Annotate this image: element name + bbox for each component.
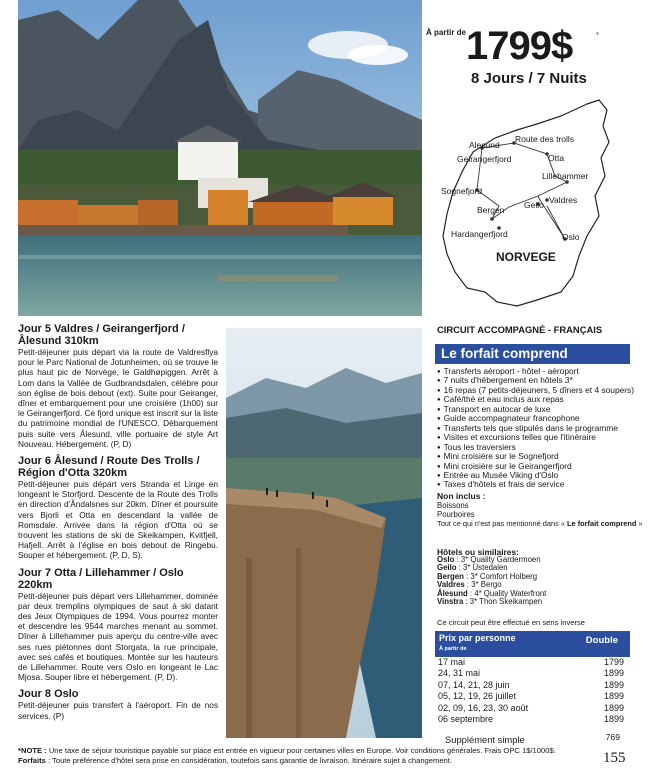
non-inclus-title: Non inclus : bbox=[437, 491, 486, 501]
price-table-header bbox=[435, 631, 630, 657]
day-text: Petit-déjeuner puis départ vers Stranda et Linge en longeant le Storfjord. Descente de la Route des Trolls en direction d'Åndalsnes sur 20km. Dîner et poursuite vers Bjorli et Otta en descendant la vallée de Romsdale. Arrivée dans la région d'Otta où se trouvent les stations de ski de Skeikampen, Kvitfjell, Hafjell. Arrêt à l'église en bois debout de Ringebu. Souper et hébergement. (P, D, S). bbox=[18, 479, 218, 561]
map-label-route-des-trolls: Route des trolls bbox=[515, 134, 575, 144]
price-table bbox=[437, 657, 630, 725]
header-left: Prix par personne bbox=[439, 633, 516, 643]
footer-note-2 bbox=[18, 756, 598, 766]
row-dates: 24, 31 mai bbox=[438, 668, 481, 679]
header-sub: À partir de bbox=[439, 646, 467, 652]
note-bold: Forfaits bbox=[18, 756, 46, 765]
table-row bbox=[437, 657, 630, 668]
list-item: ● Transferts aéroport - hôtel - aéroport bbox=[437, 367, 637, 376]
note-text: Une taxe de séjour touristique payable sur place est entrée en vigueur pour certaines villes en Europe. Voir conditions générales. Frais OPC 1$/1000$. bbox=[48, 746, 556, 755]
row-price: 1899 bbox=[603, 691, 624, 702]
day-title: Jour 6 Ålesund / Route Des Trolls / Région d'Otta 320km bbox=[18, 455, 200, 480]
map-label-geirangerfjord: Geirangerfjord bbox=[457, 154, 512, 164]
hotel-name: : 3* Quality Gardermoen bbox=[454, 555, 541, 564]
hotel-name: : 3* Thon Skeikampen bbox=[463, 597, 543, 607]
map-label-sognefjord: Sognefjord bbox=[441, 186, 483, 196]
map-label-oslo: Oslo bbox=[562, 232, 580, 242]
map-label-lillehammer: Lillehammer bbox=[542, 171, 589, 181]
day-text: Petit-déjeuner puis départ vers Lillehammer, dominée par deux tremplins olympiques de saut à ski datant des Jeux Olympiques de 1994. Vous pourrez monter et descendre les 9544 marches menant au sommet. Dîner à Lillehammer puis aperçu du centre-ville avec ses rues piétonnes dont Storgata, la rue principale, avec ses cafés et boutiques. Montée sur les hauteurs de Lillehammer. Route vers Oslo en longeant le Lac Mjosa. Souper libre et hébergement. (P, D). bbox=[18, 590, 218, 683]
supplement-row bbox=[437, 732, 630, 744]
list-item: ● Visites et excursions telles que l'itinéraire bbox=[437, 433, 637, 442]
price-from-label: À partir de bbox=[426, 28, 467, 37]
price-amount: 1799$ bbox=[466, 24, 573, 68]
row-dates: 07, 14, 21, 28 juin bbox=[438, 679, 510, 690]
hotel-name: : 3* Bergo bbox=[464, 580, 502, 590]
table-row bbox=[437, 680, 630, 691]
norway-route-map bbox=[437, 96, 613, 310]
list-item: ● Taxes d'hôtels et frais de service bbox=[437, 480, 637, 489]
day-5 bbox=[18, 323, 218, 449]
row-price: 1899 bbox=[603, 679, 624, 690]
note-bold: *NOTE : bbox=[18, 746, 49, 755]
list-item: ● Guide accompagnateur francophone bbox=[437, 414, 637, 423]
hotels-list bbox=[437, 556, 546, 606]
non-inclus-note bbox=[437, 519, 643, 528]
hotel-city: Geilo bbox=[437, 563, 457, 573]
note-suffix: » bbox=[636, 519, 643, 528]
day-text: Petit-déjeuner puis départ via la route de Valdresflya pour le Parc National de Jotunheimen, où se trouve le plus haut pic de Norvège, le Galdhøpiggen. Arrêt à Lom dans la Vallée de Gudbrandsdalen, célèbre pour son église de bois debout (ext). Suite pour Geiranger, dîner et embarquement pour une croisière (1h00) sur le Geirangerfjord. Ce fjord unique est inscrit sur la liste du patrimoine mondial de l'UNESCO. Débarquement puis suite vers Ålesund, ville portuaire de style Art Nouveau. Hébergement. (P, D) bbox=[18, 347, 218, 449]
hotel-city: Valdres bbox=[437, 580, 465, 590]
hotels-title: Hôtels ou similaires: bbox=[437, 547, 519, 557]
list-item: Boissons bbox=[437, 501, 469, 510]
forfait-list bbox=[437, 367, 637, 490]
table-row bbox=[437, 691, 630, 702]
hotel-city: Ålesund bbox=[437, 588, 468, 598]
row-price: 1799 bbox=[603, 657, 624, 667]
map-label-alesund: Alesund bbox=[469, 140, 500, 150]
day-text: Petit-déjeuner puis transfert à l'aéroport. Fin de nos services. (P) bbox=[18, 700, 218, 721]
note-bold: Le forfait comprend bbox=[567, 519, 637, 528]
row-price: 1899 bbox=[603, 668, 624, 679]
footer-notes bbox=[18, 746, 598, 766]
list-item: Pourboires bbox=[437, 510, 475, 519]
trip-duration: 8 Jours / 7 Nuits bbox=[471, 70, 587, 87]
list-item: ● 7 nuits d'hébergement en hôtels 3* bbox=[437, 376, 637, 385]
footer-note-1 bbox=[18, 746, 598, 756]
day-title: Jour 7 Otta / Lillehammer / Oslo 220km bbox=[18, 566, 184, 591]
row-dates: 17 mai bbox=[438, 657, 466, 667]
list-item: ● Transport en autocar de luxe bbox=[437, 405, 637, 414]
list-item: ● Café/thé et eau inclus aux repas bbox=[437, 395, 637, 404]
list-item: ● Entrée au Musée Viking d'Oslo bbox=[437, 471, 637, 480]
hotel-row bbox=[437, 598, 546, 606]
table-row bbox=[437, 714, 630, 725]
village-photo bbox=[18, 0, 422, 316]
non-inclus-list bbox=[437, 501, 475, 519]
supplement-label: Supplément simple bbox=[445, 734, 525, 745]
note-text: : Toute préférence d'hôtel sera prise en considération, toutefois sans garantie de livraison. Itinéraire sujet à changement. bbox=[45, 756, 452, 765]
list-item: ● Transferts tels que stipulés dans le programme bbox=[437, 424, 637, 433]
day-title: Jour 8 Oslo bbox=[18, 688, 79, 701]
row-price: 1899 bbox=[603, 713, 624, 724]
map-label-otta: Otta bbox=[548, 153, 565, 163]
map-label-valdres: Valdres bbox=[549, 195, 578, 205]
header-right: Double bbox=[585, 635, 618, 646]
itinerary bbox=[18, 323, 218, 727]
supplement-price: 769 bbox=[605, 732, 620, 742]
hotel-name: : 3* Ustedalen bbox=[456, 563, 508, 573]
list-item: ● Mini croisière sur le Geirangerfjord bbox=[437, 462, 637, 471]
circuit-title: CIRCUIT ACCOMPAGNÉ - FRANÇAIS bbox=[437, 324, 603, 335]
day-7 bbox=[18, 567, 218, 683]
reverse-note: Ce circuit peut être effectué en sens inverse bbox=[437, 618, 586, 627]
list-item: ● Mini croisière sur le Sognefjord bbox=[437, 452, 637, 461]
row-dates: 06 septembre bbox=[438, 713, 494, 724]
list-item: ● Tous les traversiers bbox=[437, 443, 637, 452]
day-6 bbox=[18, 455, 218, 561]
price-asterisk: * bbox=[596, 32, 599, 39]
map-label-hardangerfjord: Hardangerfjord bbox=[451, 229, 508, 239]
hotel-name: : 3* Comfort Holberg bbox=[463, 571, 538, 581]
page-number: 155 bbox=[603, 750, 626, 766]
note-prefix: Tout ce qui n'est pas mentionné dans « bbox=[437, 519, 568, 528]
table-row bbox=[437, 668, 630, 679]
hotel-city: Bergen bbox=[437, 571, 464, 581]
day-title: Jour 5 Valdres / Geirangerfjord / Ålesund 310km bbox=[18, 323, 185, 347]
row-dates: 05, 12, 19, 26 juillet bbox=[438, 691, 517, 702]
row-dates: 02, 09, 16, 23, 30 août bbox=[438, 702, 529, 713]
hotel-name: : 4* Quality Waterfront bbox=[467, 588, 547, 598]
forfait-header: Le forfait comprend bbox=[435, 344, 630, 364]
hotel-city: Vinstra bbox=[437, 597, 464, 607]
map-label-bergen: Bergen bbox=[477, 205, 505, 215]
list-item: ● 16 repas (7 petits-déjeuners, 5 dîners et 4 soupers) bbox=[437, 386, 637, 395]
hotel-city: Oslo bbox=[437, 555, 455, 564]
day-8 bbox=[18, 688, 218, 720]
row-price: 1899 bbox=[603, 702, 624, 713]
map-country-label: NORVEGE bbox=[496, 250, 556, 264]
map-label-geilo: Geilo bbox=[524, 200, 544, 210]
table-row bbox=[437, 703, 630, 714]
cliff-photo bbox=[226, 328, 422, 738]
